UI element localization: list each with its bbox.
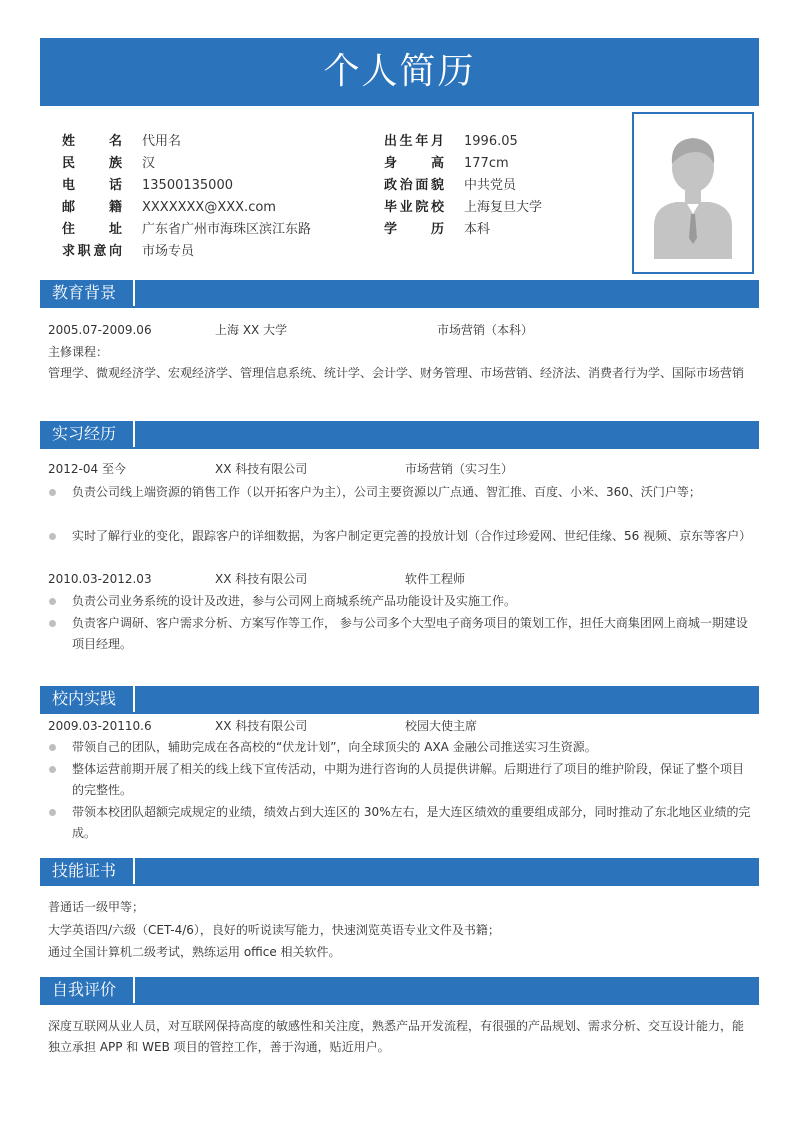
profile-photo — [632, 112, 754, 274]
list-item — [48, 737, 753, 758]
campus-role: 校园大使主席 — [405, 719, 478, 733]
list-item-text: 带领自己的团队，辅助完成在各高校的“伏龙计划”，向全球顶尖的 AXA 金融公司推送实习生资源。 — [72, 740, 597, 754]
info-value: 代用名 — [142, 134, 182, 149]
list-item — [48, 613, 753, 655]
list-item-text: 实时了解行业的变化，跟踪客户的详细数据，为客户制定更完善的投放计划（合作过珍爱网、世纪佳缘、56 视频、京东等客户） — [72, 529, 752, 543]
section-header-campus — [40, 686, 759, 714]
info-label: 电话 — [62, 178, 122, 193]
info-label: 姓名 — [62, 134, 122, 149]
bullet-dot — [49, 809, 56, 816]
info-value: 本科 — [464, 222, 491, 237]
section-title: 自我评价 — [40, 977, 135, 1003]
edu-school: 上海 XX 大学 — [215, 323, 288, 337]
job-company: XX 科技有限公司 — [215, 572, 308, 586]
list-item-text: 负责公司业务系统的设计及改进，参与公司网上商城系统产品功能设计及实施工作。 — [72, 594, 517, 608]
avatar-placeholder-icon — [634, 114, 752, 272]
job-company: XX 科技有限公司 — [215, 462, 308, 476]
skill-line: 大学英语四/六级（CET-4/6），良好的听说读写能力，快速浏览英语专业文件及书籍； — [48, 923, 500, 937]
job-period: 2010.03-2012.03 — [48, 572, 152, 586]
list-item — [48, 802, 753, 844]
list-item-text: 负责客户调研、客户需求分析、方案写作等工作， 参与公司多个大型电子商务项目的策划工作，担任大商集团网上商城一期建设项目经理。 — [72, 616, 748, 651]
edu-courses-label: 主修课程： — [48, 345, 109, 359]
campus-period: 2009.03-20110.6 — [48, 719, 152, 733]
list-item — [48, 482, 753, 503]
bullet-dot — [49, 598, 56, 605]
bullet-dot — [49, 744, 56, 751]
list-item-text: 整体运营前期开展了相关的线上线下宣传活动，中期为进行咨询的人员提供讲解。后期进行了项目的维护阶段，保证了整个项目的完整性。 — [72, 762, 745, 797]
info-label: 学历 — [384, 222, 444, 237]
job-position: 软件工程师 — [405, 572, 466, 586]
info-value: 13500135000 — [142, 178, 233, 193]
info-value: 市场专员 — [142, 244, 195, 259]
job-position: 市场营销（实习生） — [405, 462, 514, 476]
campus-org: XX 科技有限公司 — [215, 719, 308, 733]
bullet-dot — [49, 489, 56, 496]
list-item — [48, 591, 753, 612]
section-header-internship — [40, 421, 759, 449]
section-title: 教育背景 — [40, 280, 135, 306]
bullet-dot — [49, 766, 56, 773]
info-label: 邮籍 — [62, 200, 122, 215]
info-label: 毕业院校 — [384, 200, 444, 215]
info-value: 177cm — [464, 156, 509, 171]
list-item — [48, 526, 753, 547]
info-value: 汉 — [142, 156, 156, 171]
section-title: 技能证书 — [40, 858, 135, 884]
edu-period: 2005.07-2009.06 — [48, 323, 152, 337]
section-title: 校内实践 — [40, 686, 135, 712]
info-label: 身高 — [384, 156, 444, 171]
list-item — [48, 759, 753, 801]
section-header-self-eval — [40, 977, 759, 1005]
skill-line: 普通话一级甲等； — [48, 900, 145, 914]
page-title: 个人简历 — [40, 38, 759, 106]
job-period: 2012-04 至今 — [48, 462, 126, 476]
info-label: 民族 — [62, 156, 122, 171]
info-label: 出生年月 — [384, 134, 444, 149]
info-value: 广东省广州市海珠区滨江东路 — [142, 222, 312, 237]
info-value: 上海复旦大学 — [464, 200, 543, 215]
section-title: 实习经历 — [40, 421, 135, 447]
info-value: 1996.05 — [464, 134, 518, 149]
edu-major: 市场营销（本科） — [437, 323, 534, 337]
list-item-text: 带领本校团队超额完成规定的业绩，绩效占到大连区的 30%左右，是大连区绩效的重要组成部分，同时推动了东北地区业绩的完成。 — [72, 805, 751, 840]
info-value: 中共党员 — [464, 178, 517, 193]
section-header-skills — [40, 858, 759, 886]
section-header-education — [40, 280, 759, 308]
self-eval-text: 深度互联网从业人员，对互联网保持高度的敏感性和关注度，熟悉产品开发流程，有很强的产品规划、需求分析、交互设计能力，能独立承担 APP 和 WEB 项目的管控工作，善于沟通，贴近用户。 — [48, 1019, 745, 1054]
info-label: 求职意向 — [62, 244, 122, 259]
edu-courses: 管理学、微观经济学、宏观经济学、管理信息系统、统计学、会计学、财务管理、市场营销、经济法、消费者行为学、国际市场营销 — [48, 366, 745, 380]
skill-line: 通过全国计算机二级考试，熟练运用 office 相关软件。 — [48, 945, 341, 959]
bullet-dot — [49, 533, 56, 540]
bullet-dot — [49, 620, 56, 627]
info-label: 政治面貌 — [384, 178, 444, 193]
info-label: 住址 — [62, 222, 122, 237]
info-value: XXXXXXX@XXX.com — [142, 200, 276, 215]
list-item-text: 负责公司线上端资源的销售工作（以开拓客户为主），公司主要资源以广点通、智汇推、百度、小米、360、沃门户等； — [72, 485, 701, 499]
